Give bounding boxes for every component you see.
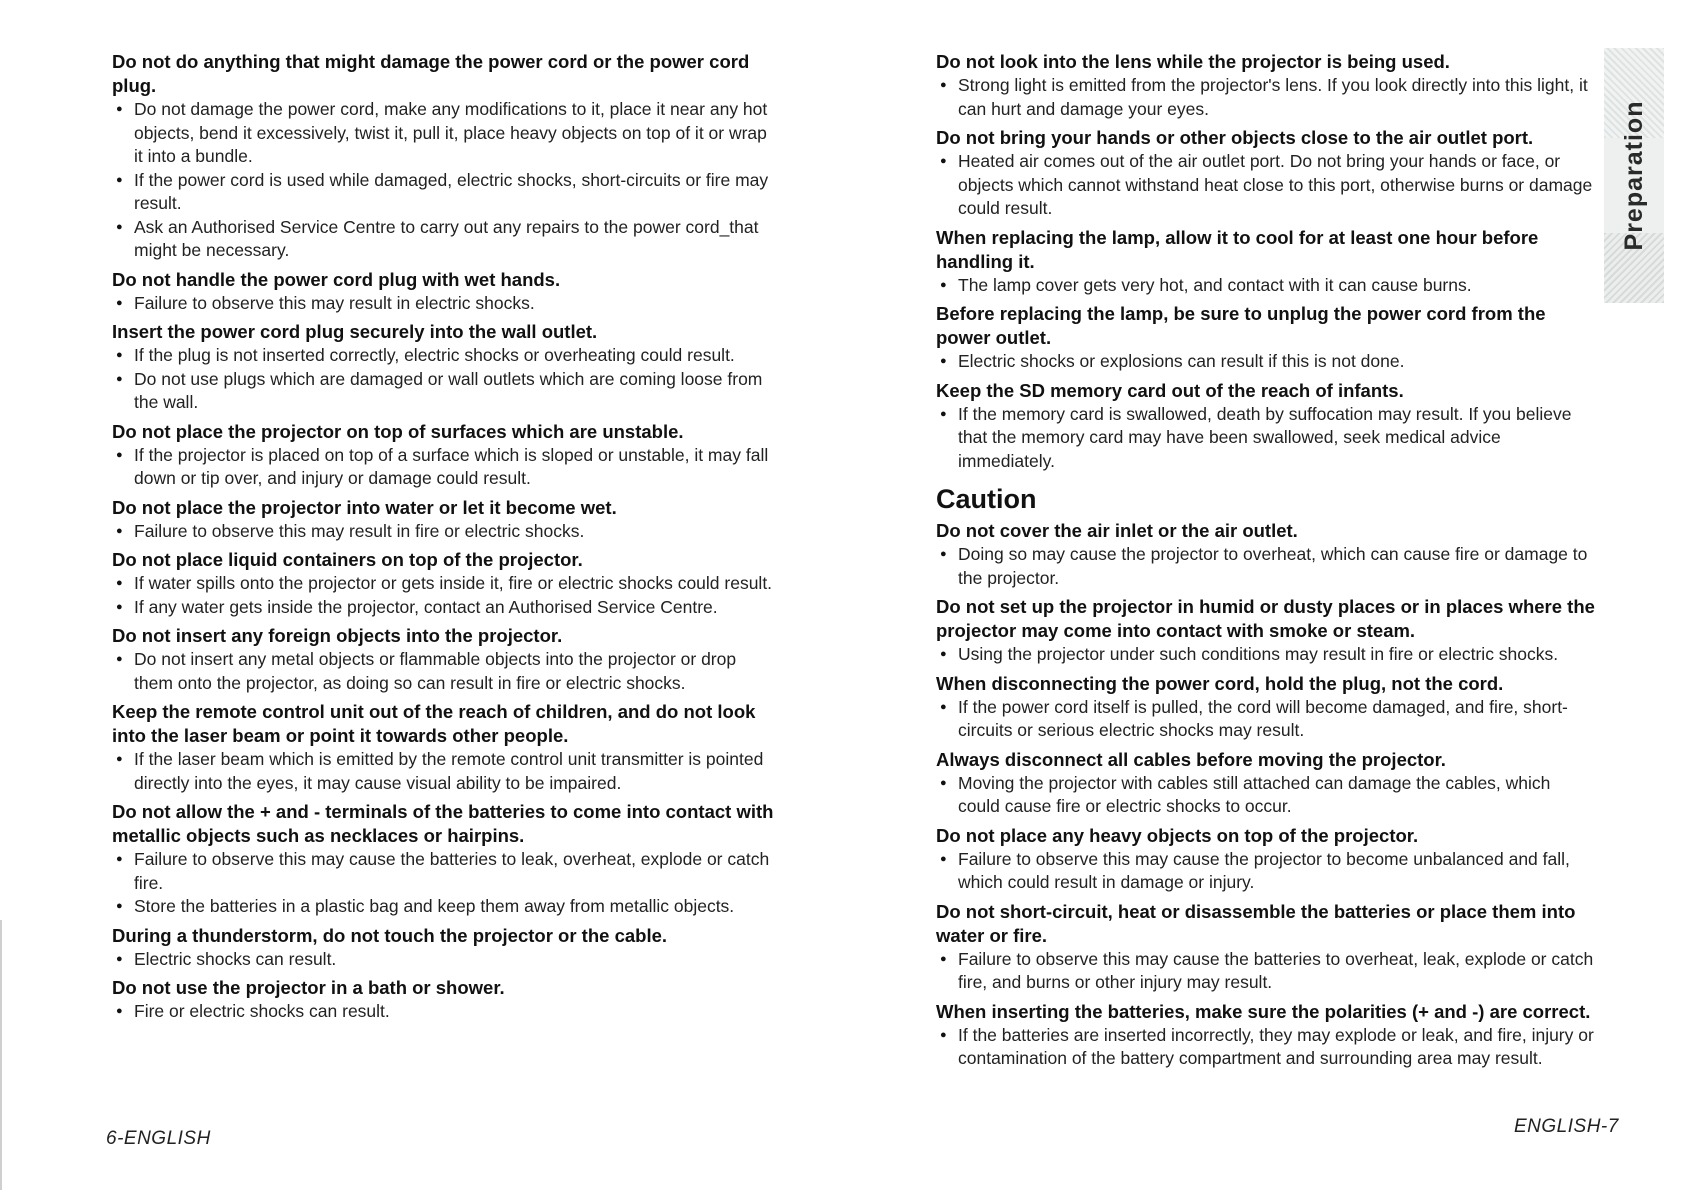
section-heading: Always disconnect all cables before moving the projector. [936,748,1446,770]
bullet-item: ● Failure to observe this may result in fire or electric shocks. [112,520,777,544]
safety-section [936,302,1596,374]
caution-sections [936,519,1596,1071]
page-number-right: ENGLISH-7 [1514,1116,1619,1137]
side-tab-label: Preparation [1619,100,1648,251]
bullet-list [112,520,777,544]
bullet-item: ● Fire or electric shocks can result. [112,1000,777,1024]
bullet-item: ● Doing so may cause the projector to overheat, which can cause fire or damage to the projector. [936,543,1596,590]
bullet-item: ● If the laser beam which is emitted by the remote control unit transmitter is pointed directly into the eyes, it may cause visual ability to be impaired. [112,748,777,795]
section-heading: When replacing the lamp, allow it to cool for at least one hour before handling it. [936,226,1539,272]
bullet-item: ● If the power cord itself is pulled, the cord will become damaged, and fire, short-circuits or serious electric shocks may result. [936,696,1596,743]
page-number-left: 6-ENGLISH [106,1128,211,1149]
section-heading: Before replacing the lamp, be sure to unplug the power cord from the power outlet. [936,303,1546,348]
section-heading: Do not place any heavy objects on top of the projector. [936,824,1419,846]
bullet-item: ● Electric shocks or explosions can result if this is not done. [936,350,1596,374]
page-edge-line [0,920,2,1190]
bullet-item: ● If water spills onto the projector or gets inside it, fire or electric shocks could result. [112,572,777,596]
bullet-list [112,344,777,415]
bullet-list [936,150,1596,221]
bullet-item: ● Heated air comes out of the air outlet port. Do not bring your hands or face, or objects which cannot withstand heat close to this port, otherwise burns or damage could result. [936,150,1596,221]
section-heading: Keep the remote control unit out of the reach of children, and do not look into the laser beam or point it towards other people. [112,701,756,746]
bullet-list [936,948,1596,995]
bullet-item: ● Failure to observe this may cause the batteries to overheat, leak, explode or catch fire, and burns or other injury may result. [936,948,1596,995]
section-heading: Do not cover the air inlet or the air outlet. [936,520,1298,541]
bullet-list [112,648,777,695]
safety-section [112,700,777,795]
section-heading: Do not place the projector on top of surfaces which are unstable. [112,420,684,442]
section-heading: Do not handle the power cord plug with wet hands. [112,268,561,290]
section-heading: Do not allow the + and - terminals of the batteries to come into contact with metallic objects such as necklaces or hairpins. [112,801,774,846]
safety-section [936,50,1596,121]
safety-section [936,519,1596,590]
section-heading: Do not set up the projector in humid or dusty places or in places where the projector may come into contact with smoke or steam. [936,596,1595,641]
safety-section [936,379,1596,474]
warning-sections [936,50,1596,473]
section-heading: Do not insert any foreign objects into the projector. [112,625,563,646]
bullet-list [936,543,1596,590]
safety-section [936,595,1596,667]
bullet-item: ● Store the batteries in a plastic bag and keep them away from metallic objects. [112,895,777,919]
bullet-item: ● The lamp cover gets very hot, and contact with it can cause burns. [936,274,1596,298]
bullet-item: ● Ask an Authorised Service Centre to carry out any repairs to the power cord_that might be necessary. [112,216,777,263]
bullet-item: ● Failure to observe this may cause the batteries to leak, overheat, explode or catch fire. [112,848,777,895]
section-heading: Do not place the projector into water or let it become wet. [112,496,617,518]
safety-section [112,420,777,491]
section-heading: Keep the SD memory card out of the reach of infants. [936,379,1404,401]
bullet-list [112,444,777,491]
bullet-list [936,350,1596,374]
bullet-item: ● If the batteries are inserted incorrectly, they may explode or leak, and fire, injury or contamination of the battery compartment and surrounding area may result. [936,1024,1596,1071]
bullet-list [936,696,1596,743]
section-heading: Do not short-circuit, heat or disassemble the batteries or place them into water or fire. [936,900,1576,946]
bullet-list [936,848,1596,895]
safety-section [112,268,777,316]
bullet-item: ● Do not damage the power cord, make any modifications to it, place it near any hot objects, bend it excessively, twist it, pull it, place heavy objects on top of it or wrap it into a bundle. [112,98,777,169]
safety-section [112,924,777,972]
side-tab-preparation [1604,48,1664,303]
safety-section [936,126,1596,221]
bullet-list [112,98,777,263]
bullet-item: ● Failure to observe this may cause the projector to become unbalanced and fall, which could result in damage or injury. [936,848,1596,895]
safety-section [936,1000,1596,1071]
bullet-item: ● If the power cord is used while damaged, electric shocks, short-circuits or fire may result. [112,169,777,216]
section-heading: When inserting the batteries, make sure the polarities (+ and -) are correct. [936,1000,1591,1022]
bullet-item: ● If the plug is not inserted correctly, electric shocks or overheating could result. [112,344,777,368]
caution-heading: Caution [936,484,1037,514]
safety-section [936,900,1596,995]
bullet-list [936,643,1596,667]
left-page-column [112,50,777,1029]
right-page-column [936,50,1596,1076]
bullet-item: ● Electric shocks can result. [112,948,777,972]
safety-section [936,672,1596,743]
section-heading: Do not bring your hands or other objects close to the air outlet port. [936,127,1534,148]
bullet-item: ● Do not use plugs which are damaged or wall outlets which are coming loose from the wall. [112,368,777,415]
section-heading: Do not use the projector in a bath or shower. [112,977,505,998]
safety-section [936,226,1596,298]
bullet-list [936,274,1596,298]
bullet-item: ● If any water gets inside the projector, contact an Authorised Service Centre. [112,596,777,620]
bullet-item: ● Do not insert any metal objects or flammable objects into the projector or drop them onto the projector, as doing so can result in fire or electric shocks. [112,648,777,695]
safety-section [112,548,777,619]
bullet-list [936,74,1596,121]
section-heading: When disconnecting the power cord, hold the plug, not the cord. [936,672,1504,694]
section-heading: Do not look into the lens while the projector is being used. [936,51,1450,72]
bullet-item: ● If the memory card is swallowed, death by suffocation may result. If you believe that the memory card may have been swallowed, seek medical advice immediately. [936,403,1596,474]
bullet-item: ● If the projector is placed on top of a surface which is sloped or unstable, it may fall down or tip over, and injury or damage could result. [112,444,777,491]
section-heading: Do not do anything that might damage the power cord or the power cord plug. [112,51,750,96]
section-heading: Do not place liquid containers on top of the projector. [112,549,583,570]
bullet-item: ● Strong light is emitted from the projector's lens. If you look directly into this light, it can hurt and damage your eyes. [936,74,1596,121]
bullet-list [112,748,777,795]
section-heading: Insert the power cord plug securely into the wall outlet. [112,321,598,342]
bullet-item: ● Moving the projector with cables still attached can damage the cables, which could cause fire or electric shocks to occur. [936,772,1596,819]
bullet-list [112,1000,777,1024]
safety-section [936,748,1596,819]
bullet-list [112,292,777,316]
safety-section [112,496,777,544]
safety-section [112,976,777,1024]
bullet-item: ● Using the projector under such conditions may result in fire or electric shocks. [936,643,1596,667]
safety-section [112,320,777,415]
bullet-list [936,403,1596,474]
bullet-list [112,848,777,919]
bullet-list [936,1024,1596,1071]
bullet-list [936,772,1596,819]
safety-section [112,624,777,695]
safety-section [112,800,777,919]
bullet-item: ● Failure to observe this may result in electric shocks. [112,292,777,316]
bullet-list [112,572,777,619]
safety-section [112,50,777,263]
safety-section [936,824,1596,895]
bullet-list [112,948,777,972]
section-heading: During a thunderstorm, do not touch the projector or the cable. [112,924,668,946]
